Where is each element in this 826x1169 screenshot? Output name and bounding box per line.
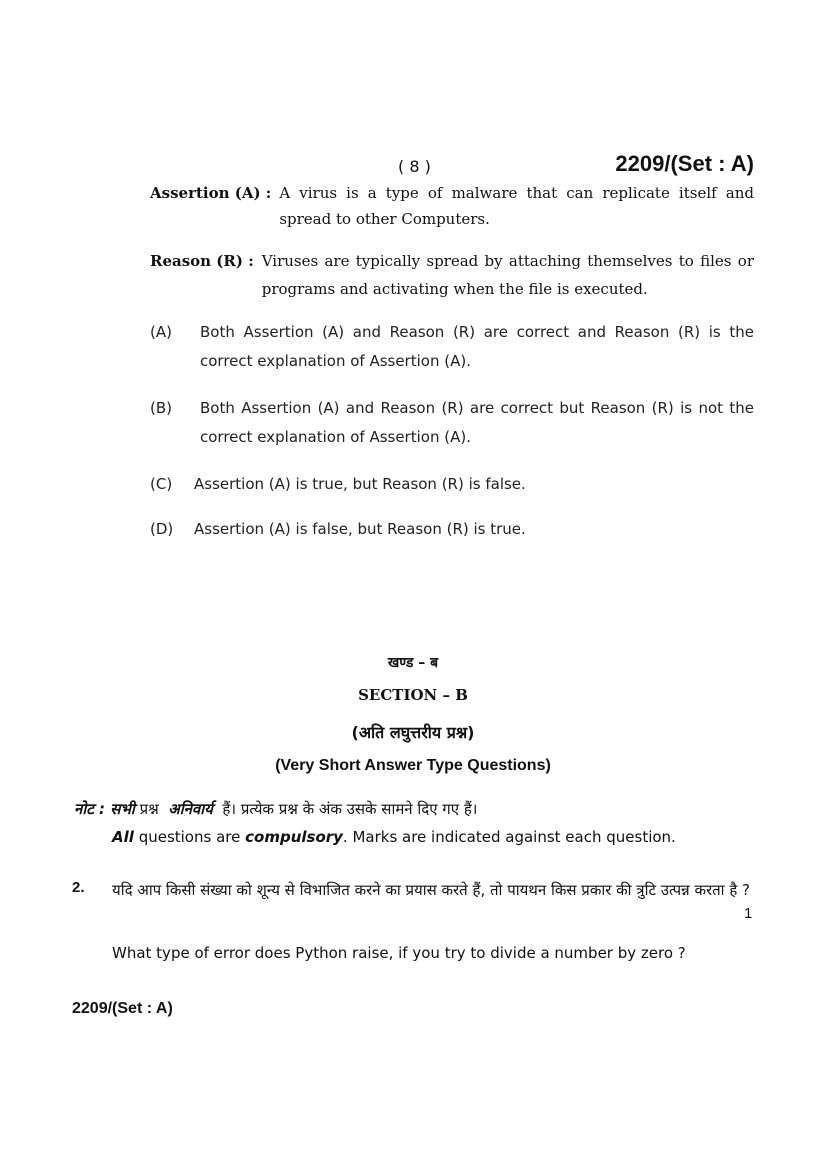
note-all: All: [112, 828, 134, 846]
note-english: [112, 828, 676, 846]
paper-code-footer: 2209/(Set : A): [72, 1000, 173, 1017]
section-title-hindi: खण्ड – ब: [387, 655, 439, 671]
note-hindi: [74, 799, 477, 819]
note-compulsory-hindi: अनिवार्य: [168, 800, 213, 818]
option-label: (B): [150, 399, 172, 417]
assertion-label: Assertion (A) :: [150, 184, 272, 202]
option-label: (D): [150, 520, 174, 538]
question-number: 2.: [72, 879, 85, 896]
option-b: [150, 394, 754, 452]
note-mid: questions are: [138, 828, 241, 846]
option-d: [150, 515, 754, 544]
page-number: ( 8 ): [398, 157, 431, 176]
option-text: Both Assertion (A) and Reason (R) are correct and Reason (R) is the correct explanation of Assertion (A).: [200, 323, 754, 370]
option-text: Assertion (A) is true, but Reason (R) is false.: [194, 475, 526, 493]
note-hindi-word: प्रश्न: [139, 800, 159, 818]
section-title: SECTION – B: [358, 686, 468, 704]
option-text: Both Assertion (A) and Reason (R) are correct but Reason (R) is not the correct explanation of Assertion (A).: [200, 399, 754, 446]
option-a: [150, 318, 754, 376]
option-label: (A): [150, 323, 172, 341]
note-rest: . Marks are indicated against each question.: [342, 828, 676, 846]
paper-code-header: 2209/(Set : A): [615, 151, 754, 176]
question-marks: 1: [744, 905, 753, 922]
assertion-text: A virus is a type of malware that can replicate itself and spread to other Computers.: [279, 184, 754, 228]
section-subtitle: (Very Short Answer Type Questions): [275, 757, 551, 774]
reason-text: Viruses are typically spread by attaching themselves to files or programs and activating when the file is executed.: [261, 252, 754, 298]
option-text: Assertion (A) is false, but Reason (R) is true.: [194, 520, 526, 538]
section-subtitle-hindi: (अति लघुत्तरीय प्रश्न): [351, 723, 475, 742]
note-hindi-rest: हैं। प्रत्येक प्रश्न के अंक उसके सामने दिए गए हैं।: [222, 800, 478, 818]
note-compulsory: compulsory: [245, 828, 343, 846]
assertion-statement: [150, 180, 754, 232]
note-label-hindi: नोट : सभी: [74, 800, 135, 818]
question-text-english: What type of error does Python raise, if you try to divide a number by zero ?: [112, 944, 686, 962]
reason-statement: [150, 247, 754, 303]
reason-label: Reason (R) :: [150, 252, 254, 270]
question-text-hindi: यदि आप किसी संख्या को शून्य से विभाजित करने का प्रयास करते हैं, तो पायथन किस प्रकार की त्रुटि उत्पन्न करता है ?: [112, 881, 751, 899]
option-c: [150, 470, 754, 499]
option-label: (C): [150, 475, 173, 493]
